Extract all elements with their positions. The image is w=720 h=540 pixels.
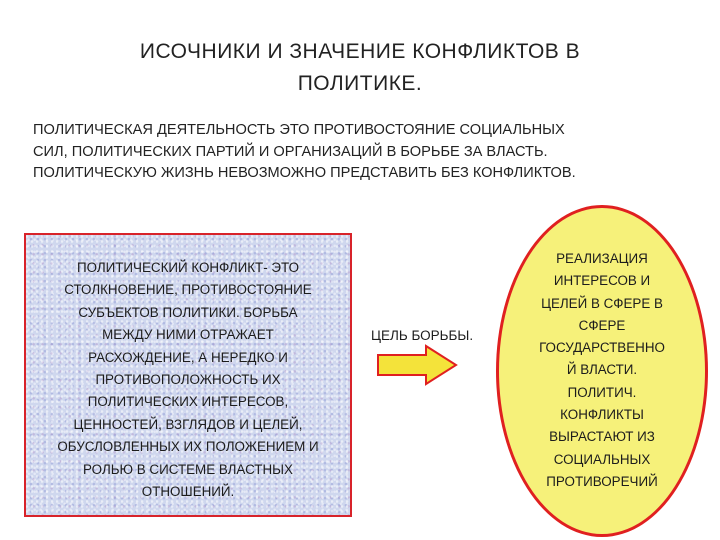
definition-line: ПРОТИВОПОЛОЖНОСТЬ ИХ [95,372,281,388]
definition-line: СТОЛКНОВЕНИЕ, ПРОТИВОСТОЯНИЕ [64,282,312,298]
ellipse-line: РЕАЛИЗАЦИЯ [556,251,648,266]
title-line-1: ИСОЧНИКИ И ЗНАЧЕНИЕ КОНФЛИКТОВ В [139,40,581,63]
title-line-2: ПОЛИТИКЕ. [297,72,423,95]
ellipse-line: КОНФЛИКТЫ [560,407,644,423]
definition-line: ЦЕННОСТЕЙ, ВЗГЛЯДОВ И ЦЕЛЕЙ, [73,416,303,432]
definition-line: ПОЛИТИЧЕСКИХ ИНТЕРЕСОВ, [87,394,289,410]
ellipse-line: СФЕРЕ [578,317,626,333]
ellipse-line: ЦЕЛЕЙ В СФЕРЕ В [541,295,663,311]
definition-line: ОТНОШЕНИЙ. [141,484,235,500]
ellipse-text [500,248,704,493]
definition-line: СУБЪЕКТОВ ПОЛИТИКИ. БОРЬБА [78,304,298,320]
ellipse-line: ГОСУДАРСТВЕННО [539,340,665,356]
definition-box [24,233,352,517]
intro-line-1: ПОЛИТИЧЕСКАЯ ДЕЯТЕЛЬНОСТЬ ЭТО ПРОТИВОСТОЯНИЕ СОЦИАЛЬНЫХ [33,122,565,138]
definition-line: ПОЛИТИЧЕСКИЙ КОНФЛИКТ- ЭТО [76,260,300,275]
intro-line-2: СИЛ, ПОЛИТИЧЕСКИХ ПАРТИЙ И ОРГАНИЗАЦИЙ В БОРЬБЕ ЗА ВЛАСТЬ. [33,143,548,160]
goal-label: ЦЕЛЬ БОРЬБЫ. [371,328,474,343]
definition-line: РАСХОЖДЕНИЕ, А НЕРЕДКО И [88,349,288,365]
definition-line: МЕЖДУ НИМИ ОТРАЖАЕТ [102,327,274,343]
definition-line: РОЛЬЮ В СИСТЕМЕ ВЛАСТНЫХ [83,461,293,477]
right-arrow-icon [376,344,458,386]
slide-title [60,36,660,100]
ellipse-line: ИНТЕРЕСОВ И [553,273,651,289]
definition-text [34,257,342,503]
definition-line: ОБУСЛОВЛЕННЫХ ИХ ПОЛОЖЕНИЕМ И [57,439,319,455]
ellipse-line: СОЦИАЛЬНЫХ [553,451,651,467]
ellipse-line: Й ВЛАСТИ. [566,362,638,378]
intro-paragraph [33,120,703,185]
arrow-shape [378,346,456,384]
ellipse-line: ПРОТИВОРЕЧИЙ [546,473,658,489]
ellipse-line: ВЫРАСТАЮТ ИЗ [549,429,655,445]
intro-line-3: ПОЛИТИЧЕСКУЮ ЖИЗНЬ НЕВОЗМОЖНО ПРЕДСТАВИТЬ БЕЗ КОНФЛИКТОВ. [33,165,576,181]
ellipse-line: ПОЛИТИЧ. [567,384,637,400]
